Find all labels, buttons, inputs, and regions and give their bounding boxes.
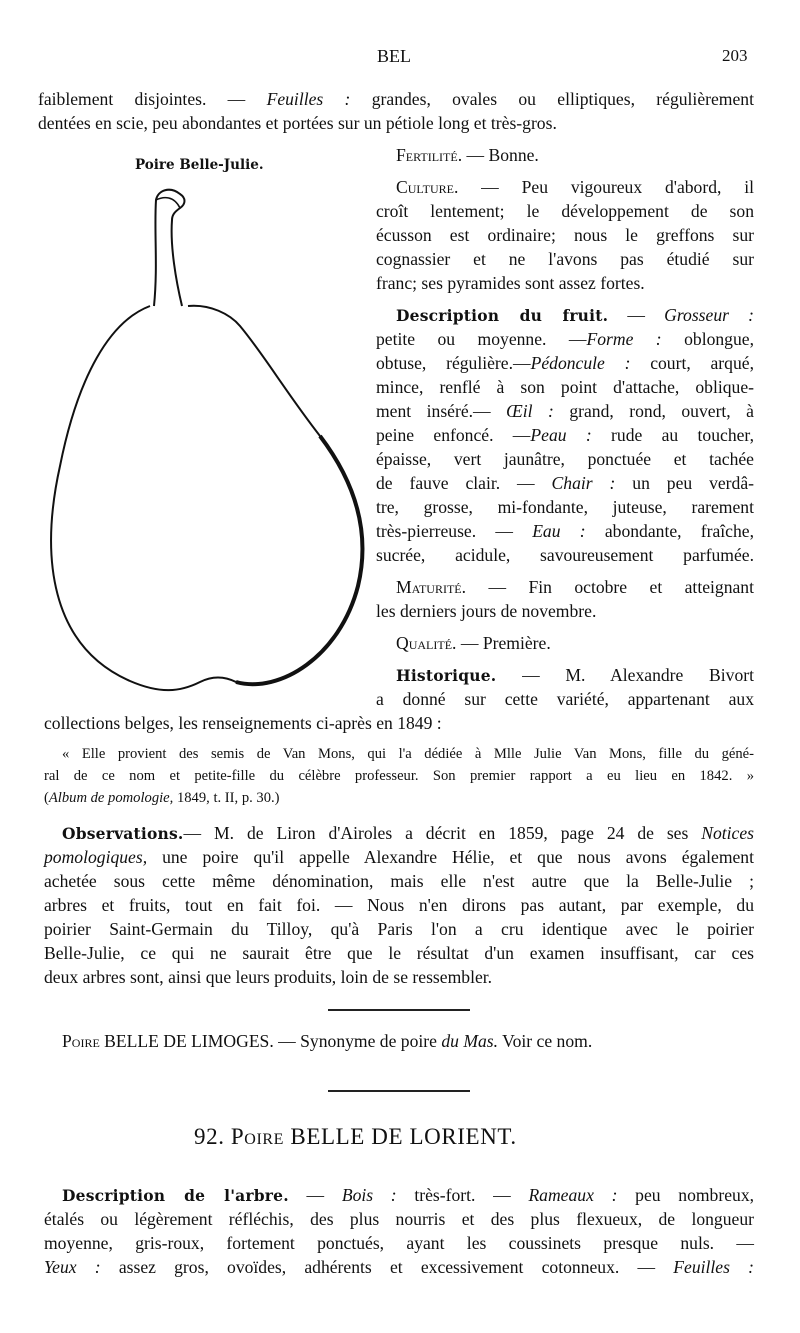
fruit-line: ment inséré.— Œil : grand, rond, ouvert, à (376, 401, 754, 421)
observations-line: pomologiques, une poire qu'il appelle Alexandre Hélie, et que nous avons également (44, 847, 754, 867)
fruit-line: tre, grosse, mi-fondante, juteuse, rarement (376, 497, 754, 517)
maturite-line: Maturité. — Fin octobre et atteignant (396, 577, 754, 597)
fruit-line: mince, renflé à son point d'attache, oblique- (376, 377, 754, 397)
observations-line: Belle-Julie, ce qui ne saurait être que le résultat d'un examen insuffisant, car ces (44, 943, 754, 963)
quote-line: ral de ce nom et petite-fille du célèbre professeur. Son premier rapport a eu lieu en 1842. » (44, 768, 754, 784)
culture-line: cognassier et ne l'avons pas étudié sur (376, 249, 754, 269)
observations-line: achetée sous cette même dénomination, mais elle n'est autre que la Belle-Julie ; (44, 871, 754, 891)
section-title: 92. Poire BELLE DE LORIENT. (194, 1124, 517, 1149)
text-line: faiblement disjointes. — Feuilles : grandes, ovales ou elliptiques, régulièrement (38, 89, 754, 109)
culture-line: écusson est ordinaire; nous le greffons sur (376, 225, 754, 245)
fruit-line: Description du fruit. — Grosseur : (396, 305, 754, 325)
pear-illustration (40, 186, 370, 706)
fruit-line: petite ou moyenne. —Forme : oblongue, (376, 329, 754, 349)
running-title: BEL (377, 46, 411, 66)
observations-line: Observations.— M. de Liron d'Airoles a décrit en 1859, page 24 de ses Notices (62, 823, 754, 843)
section-divider (328, 1090, 470, 1092)
fruit-line: de fauve clair. — Chair : un peu verdâ- (376, 473, 754, 493)
quote-reference: (Album de pomologie, 1849, t. II, p. 30.) (44, 790, 280, 806)
fruit-line: peine enfoncé. —Peau : rude au toucher, (376, 425, 754, 445)
fertilite-paragraph: Fertilité. — Bonne. (396, 145, 539, 165)
culture-line: franc; ses pyramides sont assez fortes. (376, 273, 645, 293)
section-divider (328, 1009, 470, 1011)
arbre-line: Description de l'arbre. — Bois : très-fort. — Rameaux : peu nombreux, (62, 1185, 755, 1205)
arbre-line: Yeux : assez gros, ovoïdes, adhérents et excessivement cotonneux. — Feuilles : (44, 1257, 755, 1277)
fruit-line: épaisse, vert jaunâtre, ponctuée et tachée (376, 449, 754, 469)
text-line: dentées en scie, peu abondantes et portées sur un pétiole long et très-gros. (38, 113, 557, 133)
observations-line: poirier Saint-Germain du Tilloy, qu'à Paris l'on a cru identique avec le poirier (44, 919, 754, 939)
fruit-line: très-pierreuse. — Eau : abondante, fraîche, (376, 521, 754, 541)
maturite-line: les derniers jours de novembre. (376, 601, 597, 621)
fruit-line: obtuse, régulière.—Pédoncule : court, arqué, (376, 353, 754, 373)
arbre-line: étalés ou légèrement réfléchis, des plus nourris et des plus flexueux, de longueur (44, 1209, 754, 1229)
qualite-paragraph: Qualité. — Première. (396, 633, 551, 653)
historique-line: collections belges, les renseignements ci-après en 1849 : (44, 713, 442, 733)
fruit-line: sucrée, acidule, savoureusement parfumée. (376, 545, 754, 565)
culture-line: Culture. — Peu vigoureux d'abord, il (396, 177, 754, 197)
historique-line: Historique. — M. Alexandre Bivort (396, 665, 754, 685)
culture-line: croît lentement; le développement de son (376, 201, 754, 221)
observations-line: arbres et fruits, tout en fait foi. — Nous n'en dirons pas autant, par exemple, du (44, 895, 754, 915)
arbre-line: moyenne, gris-roux, fortement ponctués, ayant les coussinets presque nuls. — (44, 1233, 754, 1253)
page-number: 203 (722, 46, 748, 65)
historique-line: a donné sur cette variété, appartenant aux (376, 689, 754, 709)
limoges-entry: Poire BELLE DE LIMOGES. — Synonyme de poire du Mas. Voir ce nom. (62, 1031, 593, 1051)
quote-line: « Elle provient des semis de Van Mons, qui l'a dédiée à Mlle Julie Van Mons, fille du géné- (62, 746, 754, 762)
observations-line: deux arbres sont, ainsi que leurs produits, loin de se ressembler. (44, 967, 493, 987)
figure-caption: Poire Belle-Julie. (135, 157, 264, 173)
